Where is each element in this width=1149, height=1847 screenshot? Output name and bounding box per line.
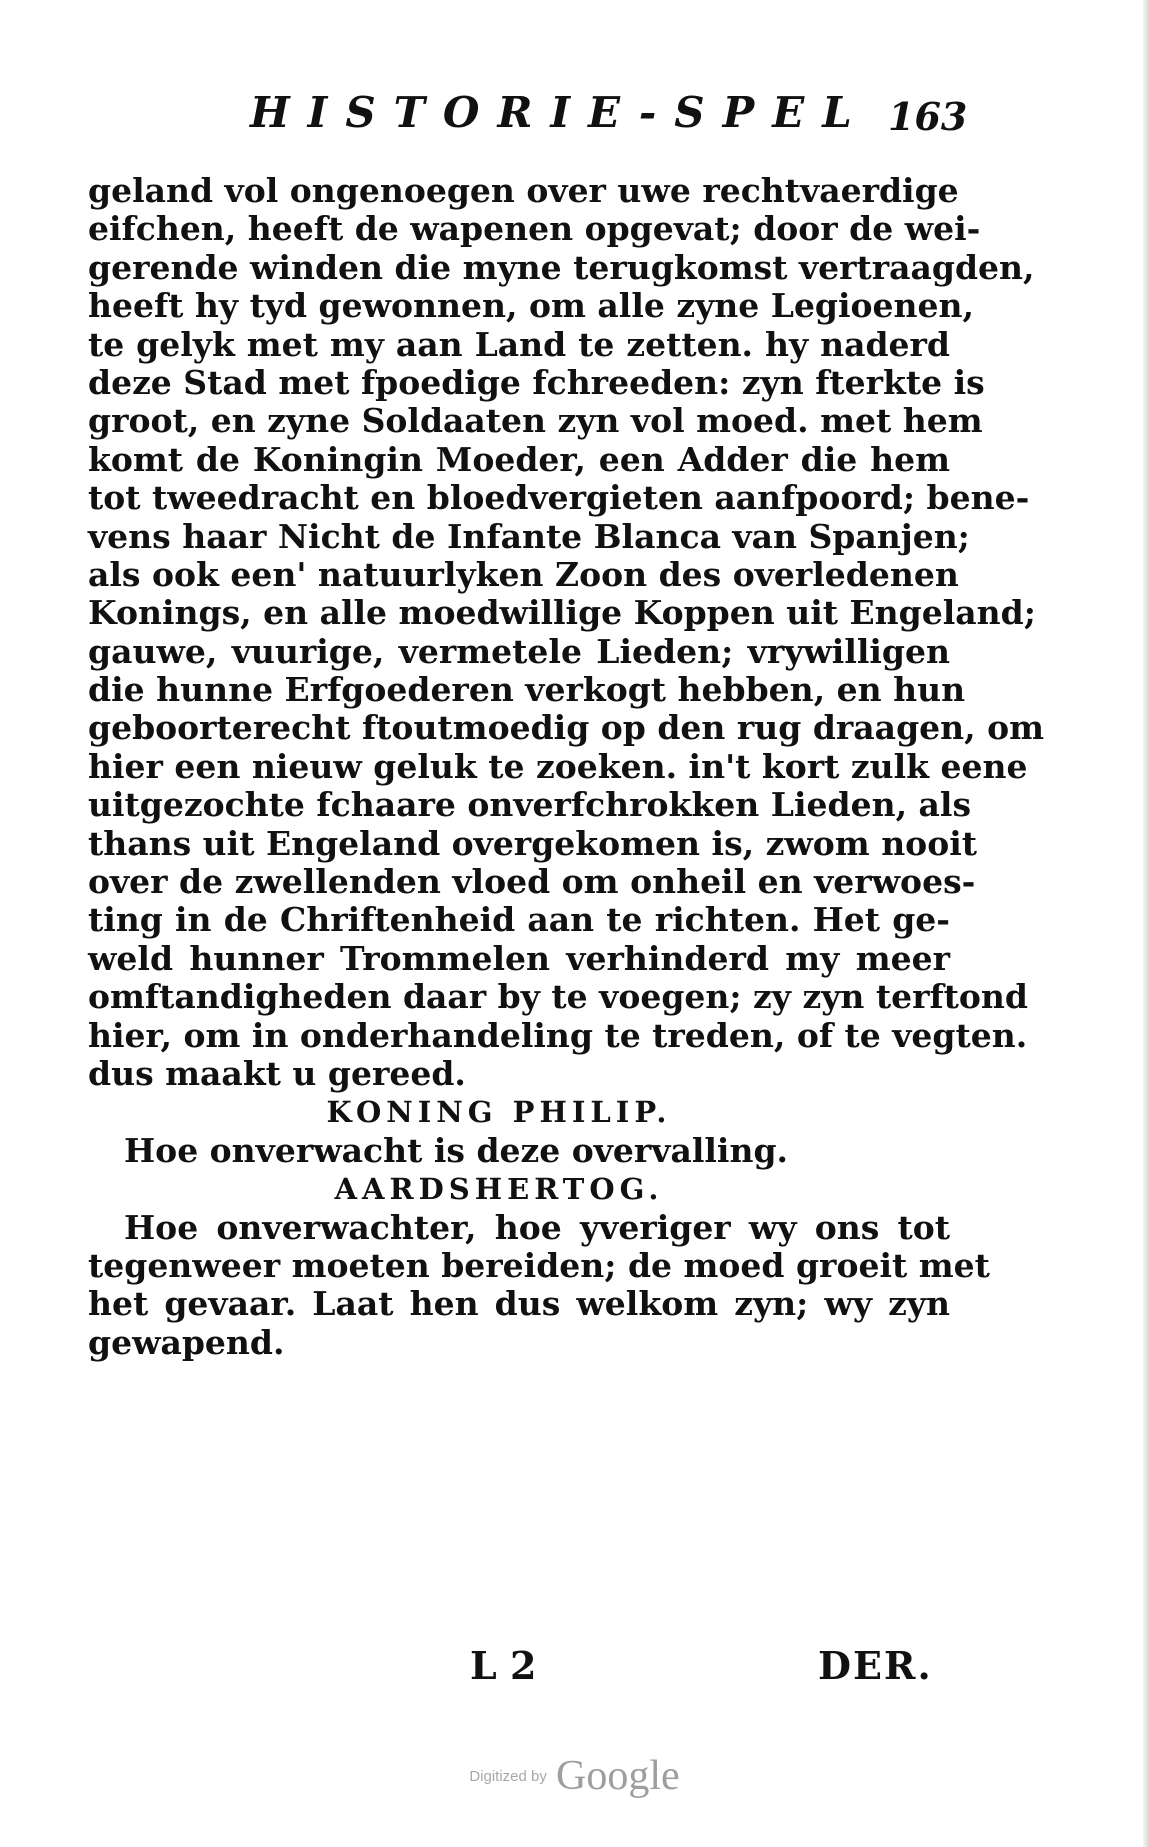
text-line: als ook een' natuurlyken Zoon des overledenen [88,554,959,594]
text-line: over de zwellenden vloed om onheil en verwoes- [88,862,976,902]
text-line: weld hunner Trommelen verhinderd my meer [88,938,950,978]
speech-line: gewapend. [88,1322,285,1362]
speech-line: het gevaar. Laat hen dus welkom zyn; wy zyn [88,1284,950,1324]
text-line: eifchen, heeft de wapenen opgevat; door de wei- [88,209,981,249]
speech-line: Hoe onverwacht is deze overvalling. [124,1130,789,1170]
text-line: vens haar Nicht de Infante Blanca van Spanjen; [88,516,970,556]
text-line: groot, en zyne Soldaaten zyn vol moed. met hem [88,401,983,441]
google-logo: Google [555,1753,680,1799]
speaker-name: AARDSHERTOG. [334,1172,664,1207]
footer [0,1643,1149,1693]
body-text [88,171,1045,1362]
text-line: thans uit Engeland overgekomen is, zwom nooit [88,823,977,863]
text-line: gerende winden die myne terugkomst vertraagden, [88,247,1035,287]
text-line: geland vol ongenoegen over uwe rechtvaerdige [88,171,959,210]
text-line: te gelyk met my aan Land te zetten. hy naderd [88,324,950,364]
text-line: deze Stad met fpoedige fchreeden: zyn fterkte is [88,362,985,402]
text-line: ting in de Chriftenheid aan te richten. Het ge- [88,900,950,940]
speech-line: Hoe onverwachter, hoe yveriger wy ons tot [124,1207,950,1247]
text-line: komt de Koningin Moeder, een Adder die hem [88,439,950,479]
text-line: tot tweedracht en bloedvergieten aanfpoord; bene- [88,478,1030,518]
speech-line: tegenweer moeten bereiden; de moed groeit met [88,1245,990,1285]
signature-mark: L 2 [470,1643,537,1688]
text-line: geboorterecht ftoutmoedig op den rug draagen, om [88,708,1045,748]
catchword: DER. [818,1643,933,1688]
running-title: HISTORIE-SPEL [250,88,870,137]
text-line: hier een nieuw geluk te zoeken. in't kort zulk eene [88,746,1028,786]
text-line: Konings, en alle moedwillige Koppen uit Engeland; [88,593,1036,633]
text-line: uitgezochte fchaare onverfchrokken Lieden, als [88,785,972,825]
page-edge-shadow [1143,0,1149,1847]
text-line: dus maakt u gereed. [88,1053,466,1093]
speaker-name: KONING PHILIP. [326,1095,672,1130]
text-line: gauwe, vuurige, vermetele Lieden; vrywilligen [88,631,950,671]
text-line: die hunne Erfgoederen verkogt hebben, en hun [88,670,966,710]
text-line: heeft hy tyd gewonnen, om alle zyne Legioenen, [88,286,975,326]
page-number: 163 [888,94,968,139]
watermark-caption: Digitized by [469,1767,547,1785]
text-line: omftandigheden daar by te voegen; zy zyn terftond [88,977,1029,1017]
text-line: hier, om in onderhandeling te treden, of te vegten. [88,1015,1028,1055]
digitization-watermark [0,1752,1149,1800]
